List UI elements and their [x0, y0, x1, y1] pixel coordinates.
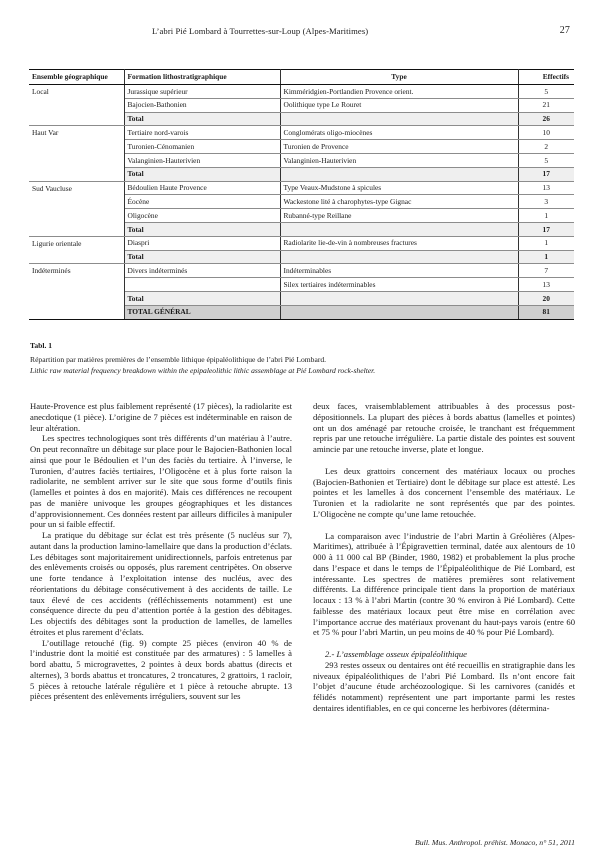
- table-cell-region: Haut Var: [29, 126, 124, 140]
- journal-citation: Bull. Mus. Anthropol. préhist. Monaco, n° 51, 2011: [415, 838, 575, 847]
- table-cell-formation: Divers indéterminés: [124, 264, 280, 278]
- table-cell-count: 81: [518, 305, 574, 319]
- table-row: [29, 181, 574, 195]
- table-cell-type: Turonien de Provence: [280, 140, 518, 154]
- table-row: [29, 112, 574, 126]
- table-cell-region: [29, 278, 124, 292]
- table-cell-region: [29, 250, 124, 264]
- table-row: [29, 140, 574, 154]
- table-cell-formation: Total: [124, 222, 280, 236]
- table-row: [29, 291, 574, 305]
- table-cell-formation: Total: [124, 167, 280, 181]
- table-row: [29, 236, 574, 250]
- table-cell-type: [280, 291, 518, 305]
- caption-english: Lithic raw material frequency breakdown within the epipaleolithic lithic assemblage at Pié Lombard rock-shelter.: [30, 365, 376, 375]
- table-cell-region: Ligurie orientale: [29, 236, 124, 250]
- table-cell-count: 20: [518, 291, 574, 305]
- table-cell-count: 10: [518, 126, 574, 140]
- paragraph: Les spectres technologiques sont très différents d’un matériau à l’autre. On peut reconnaître un débitage sur place pour le Bajocien-Bathonien local ainsi que pour le Bédoulien et l’un des faciès du tertiaire. À l’inverse, le Turonien, d’autres faciès tertiaires, l’Oligocène et à plus forte raison la radiolarite, ne semblent arriver sur le site que sous forme d’outils finis (lamelles et pointes à dos en majorité). Mais ces différences ne recoupent pas de manière univoque les groupes géographiques et les distances d’approvisionnement. Ces données restent par ailleurs difficiles à manipuler pour un si faible effectif.: [30, 433, 292, 530]
- paragraph: La pratique du débitage sur éclat est très présente (5 nucléus sur 7), autant dans la production lamino-lamellaire que dans la production d’éclats. Les débitages sont majoritairement unidirectionnels, parfois entretenus par des enlèvements croisés ou opposés, plus rarement centripètes. On observe une forte tendance à l’exploitation intense des nucléus, avec des réorientations du débitage consécutivement à des accidents de taille. Le taux élevé de ces accidents (réfléchissements notamment) est une conséquence directe du peu d’attention portée à la gestion des débitages. Les objectifs des débitages sont la production de lamelles, de lamelles étroites et plus rarement d’éclats.: [30, 530, 292, 637]
- table-cell-formation: Bédoulien Haute Provence: [124, 181, 280, 195]
- table-cell-region: [29, 305, 124, 319]
- table-row: [29, 126, 574, 140]
- table-cell-count: 17: [518, 167, 574, 181]
- table-cell-formation: Éocène: [124, 195, 280, 209]
- table-cell-type: [280, 305, 518, 319]
- table-cell-count: 3: [518, 195, 574, 209]
- table-cell-formation: Total: [124, 112, 280, 126]
- table-row: [29, 167, 574, 181]
- table-cell-count: 17: [518, 222, 574, 236]
- table-cell-formation: TOTAL GÉNÉRAL: [124, 305, 280, 319]
- table-cell-count: 5: [518, 85, 574, 99]
- header-formation: Formation lithostratigraphique: [124, 70, 280, 85]
- paragraph: deux faces, vraisemblablement attribuables à des processus post-dépositionnels. La plupart des pièces à bords abattus (lamelles et pointes) ont un dos aménagé par retouche croisée, le tranchant est fréquemment repris par une retouche irrégulière. La partie distale des pointes est souvent amincie par une retouche inverse, plate et longue.: [313, 401, 575, 454]
- table-cell-formation: Tertiaire nord-varois: [124, 126, 280, 140]
- table-cell-region: Indéterminés: [29, 264, 124, 278]
- table-cell-formation: Valanginien-Hauterivien: [124, 153, 280, 167]
- table-row: [29, 250, 574, 264]
- table-cell-type: [280, 167, 518, 181]
- table-cell-count: 13: [518, 181, 574, 195]
- table-cell-region: [29, 209, 124, 223]
- table-cell-count: 21: [518, 98, 574, 112]
- paragraph: L’outillage retouché (fig. 9) compte 25 pièces (environ 40 % de l’industrie dont la moitié est constituée par des armatures) : 5 lamelles à bord abattu, 5 microgravettes, 2 pointes à deux bords abattus (directs et alternes), 3 bords abattus et troncatures, 2 troncatures, 2 grattoirs, 1 racloir, 5 pièces à retouche latérale régulière et 1 pièce à retouche abrupte. 13 pièces présentent des enlèvements irréguliers, souvent sur les: [30, 637, 292, 702]
- table-cell-type: [280, 222, 518, 236]
- table-cell-type: [280, 112, 518, 126]
- table-cell-type: Wackestone lité à charophytes-type Gignac: [280, 195, 518, 209]
- table-cell-type: Kimméridgien-Portlandien Provence orient.: [280, 85, 518, 99]
- table-cell-region: [29, 140, 124, 154]
- paragraph: La comparaison avec l’industrie de l’abri Martin à Gréolières (Alpes-Maritimes), attribuée à l’Épigravettien terminal, datée aux alentours de 10 000 à 11 000 cal BP (Binder, 1980, 1982) et probablement la plus proche dans l’espace et dans le temps de l’Épipaléolithique de Pié Lombard, est intéressante. Les spectres de matières premières sont relativement différents. La différence principale tient dans la proportion de matériaux locaux : 13 % à l’abri Martin (contre 30 % environ à Pié Lombard). Cette faiblesse des matériaux locaux peut être mise en corrélation avec l’importance accrue des matériaux provenant du haut-pays varois (entre 60 et 75 % pour l’abri Martin, un peu moins de 40 % pour Pié Lombard).: [313, 530, 575, 638]
- table-cell-count: 2: [518, 140, 574, 154]
- table-cell-type: Valanginien-Hauterivien: [280, 153, 518, 167]
- table-cell-formation: Total: [124, 291, 280, 305]
- table-row: [29, 305, 574, 319]
- table-cell-region: [29, 153, 124, 167]
- table-row: [29, 264, 574, 278]
- table-cell-formation: [124, 278, 280, 292]
- table-row: [29, 98, 574, 112]
- paragraph: 293 restes osseux ou dentaires ont été recueillis en stratigraphie dans les niveaux épipaléolithiques de l’abri Pié Lombard. Ils n’ont encore fait l’objet d’aucune étude archéozoologique. Si les carnivores (canidés et félidés notamment) représentent une part importante parmi les restes dentaires identifiables, en ce qui concerne les herbivores (détermina-: [313, 659, 575, 713]
- table-cell-region: [29, 195, 124, 209]
- table-cell-formation: Bajocien-Bathonien: [124, 98, 280, 112]
- table-row: [29, 222, 574, 236]
- table-cell-formation: Turonien-Cénomanien: [124, 140, 280, 154]
- table-cell-type: Oolithique type Le Rouret: [280, 98, 518, 112]
- running-head: [30, 26, 570, 40]
- raw-material-table: [29, 69, 574, 320]
- table-cell-region: [29, 167, 124, 181]
- table-cell-region: Local: [29, 85, 124, 99]
- section-heading: 2.- L’assemblage osseux épipaléolithique: [325, 649, 467, 659]
- caption-french: Répartition par matières premières de l’ensemble lithique épipaléolithique de l’abri Pié Lombard.: [30, 355, 327, 365]
- paragraph: Haute-Provence est plus faiblement représenté (17 pièces), la radiolarite est anecdotique (1 pièce). L’origine de 7 pièces est indéterminable en raison de leur altération.: [30, 401, 292, 433]
- table-cell-type: Radiolarite lie-de-vin à nombreuses fractures: [280, 236, 518, 250]
- paragraph: Les deux grattoirs concernent des matériaux locaux ou proches (Bajocien-Bathonien et Tertiaire) dont le débitage sur place est attesté. Les pointes et les lamelles à dos concernent l’ensemble des matériaux. Le Turonien et la radiolarite ne sont représentés que par des pointes. L’Oligocène ne compte qu’une lame retouchée.: [313, 465, 575, 519]
- table-cell-count: 7: [518, 264, 574, 278]
- table-cell-formation: Oligocène: [124, 209, 280, 223]
- table-header-row: [29, 70, 574, 85]
- table-cell-region: [29, 291, 124, 305]
- table-cell-type: [280, 250, 518, 264]
- table-cell-count: 13: [518, 278, 574, 292]
- table-cell-formation: Total: [124, 250, 280, 264]
- table-row: [29, 85, 574, 99]
- header-count: Effectifs: [518, 70, 574, 85]
- table-cell-type: Conglomérats oligo-miocènes: [280, 126, 518, 140]
- table-cell-count: 26: [518, 112, 574, 126]
- table-row: [29, 195, 574, 209]
- table-cell-region: [29, 98, 124, 112]
- table-row: [29, 209, 574, 223]
- caption-label: Tabl. 1: [30, 341, 53, 350]
- header-type: Type: [280, 70, 518, 85]
- table-cell-type: Rubanné-type Reillane: [280, 209, 518, 223]
- table-cell-count: 1: [518, 209, 574, 223]
- table-row: [29, 153, 574, 167]
- table-row: [29, 278, 574, 292]
- table-caption: [30, 341, 575, 376]
- table-cell-count: 1: [518, 236, 574, 250]
- table-cell-type: Silex tertiaires indéterminables: [280, 278, 518, 292]
- right-column: [313, 401, 575, 714]
- table-cell-type: Type Veaux-Mudstone à spicules: [280, 181, 518, 195]
- table-cell-count: 1: [518, 250, 574, 264]
- table-cell-formation: Jurassique supérieur: [124, 85, 280, 99]
- running-title: L’abri Pié Lombard à Tourrettes-sur-Loup (Alpes-Maritimes): [152, 26, 369, 36]
- page-number: 27: [559, 25, 570, 36]
- left-column: [30, 401, 292, 702]
- table-cell-region: Sud Vaucluse: [29, 181, 124, 195]
- table-cell-formation: Diaspri: [124, 236, 280, 250]
- table-cell-type: Indéterminables: [280, 264, 518, 278]
- table-body: [29, 85, 574, 320]
- table-cell-count: 5: [518, 153, 574, 167]
- header-region: Ensemble géographique: [29, 70, 124, 85]
- table-cell-region: [29, 222, 124, 236]
- table-cell-region: [29, 112, 124, 126]
